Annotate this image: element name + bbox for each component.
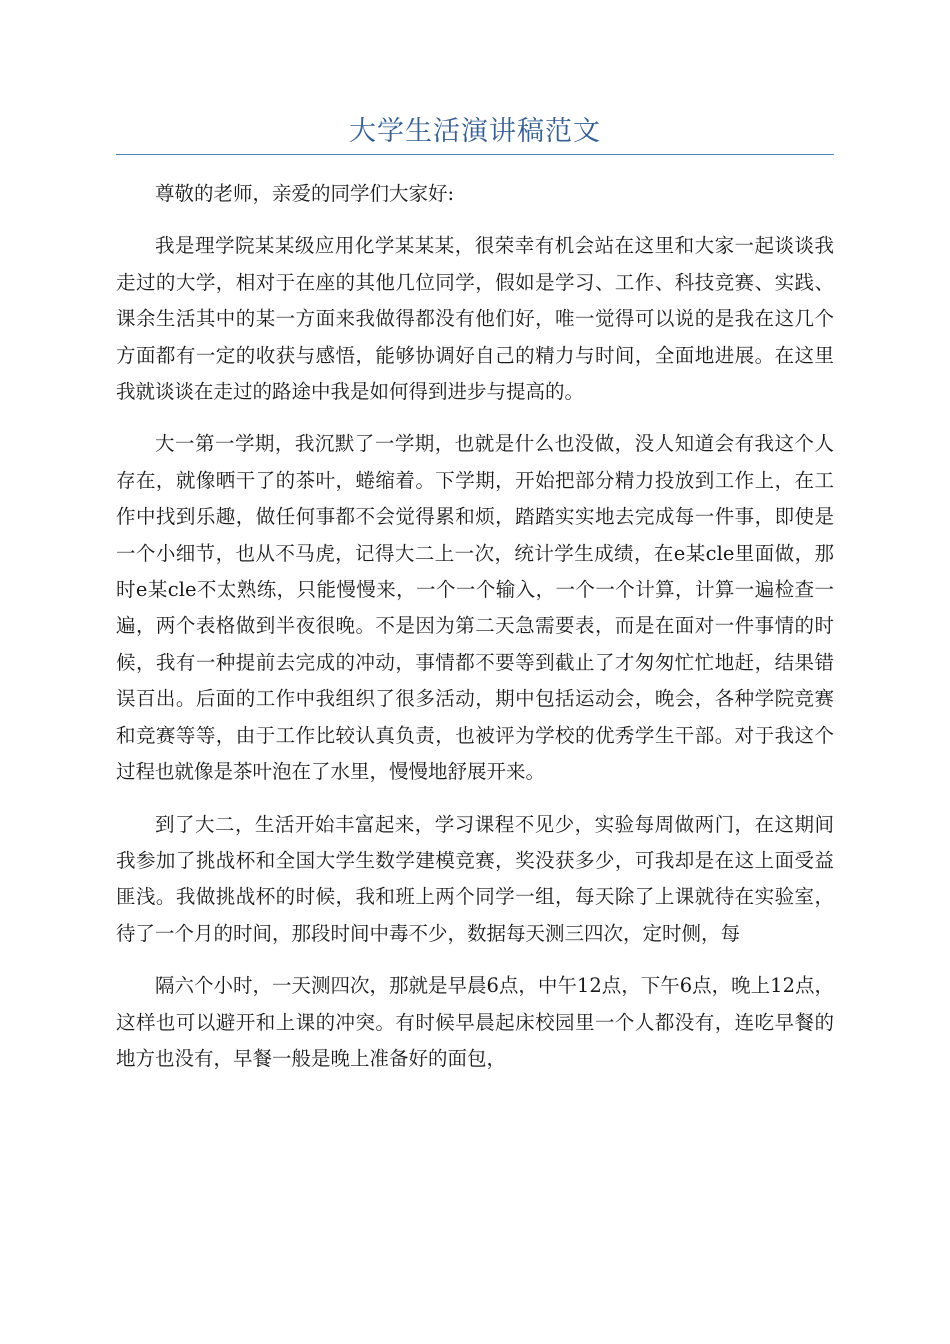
paragraph-freshman-year: 大一第一学期，我沉默了一学期，也就是什么也没做，没人知道会有我这个人存在，就像晒干了的茶叶，蜷缩着。下学期，开始把部分精力投放到工作上，在工作中找到乐趣，做任何事都不会觉得累和烦，踏踏实实地去完成每一件事，即使是一个小细节，也从不马虎，记得大二上一次，统计学生成绩，在e某cle里面做，那时e某cle不太熟练，只能慢慢来，一个一个输入，一个一个计算，计算一遍检查一遍，两个表格做到半夜很晚。不是因为第二天急需要表，而是在面对一件事情的时候，我有一种提前去完成的冲动，事情都不要等到截止了才匆匆忙忙地赶，结果错误百出。后面的工作中我组织了很多活动，期中包括运动会，晚会，各种学院竞赛和竞赛等等，由于工作比较认真负责，也被评为学校的优秀学生干部。对于我这个过程也就像是茶叶泡在了水里，慢慢地舒展开来。 bbox=[116, 432, 834, 784]
title-underline bbox=[116, 154, 834, 155]
document-title: 大学生活演讲稿范文 bbox=[349, 116, 601, 147]
document-body bbox=[116, 176, 834, 1093]
paragraph-measurement-schedule: 隔六个小时，一天测四次，那就是早晨6点，中午12点，下午6点，晚上12点，这样也可以避开和上课的冲突。有时候早晨起床校园里一个人都没有，连吃早餐的地方也没有，早餐一般是晚上准备好的面包， bbox=[116, 974, 834, 1070]
paragraph-greeting: 尊敬的老师，亲爱的同学们大家好: bbox=[155, 182, 455, 205]
paragraph-introduction: 我是理学院某某级应用化学某某某，很荣幸有机会站在这里和大家一起谈谈我走过的大学，相对于在座的其他几位同学，假如是学习、工作、科技竞赛、实践、课余生活其中的某一方面来我做得都没有他们好，唯一觉得可以说的是我在这几个方面都有一定的收获与感悟，能够协调好自己的精力与时间，全面地进展。在这里我就谈谈在走过的路途中我是如何得到进步与提高的。 bbox=[116, 234, 834, 404]
paragraph-sophomore-year: 到了大二，生活开始丰富起来，学习课程不见少，实验每周做两门，在这期间我参加了挑战杯和全国大学生数学建模竞赛，奖没获多少，可我却是在这上面受益匪浅。我做挑战杯的时候，我和班上两个同学一组，每天除了上课就待在实验室，待了一个月的时间，那段时间中毒不少，数据每天测三四次，定时侧，每 bbox=[116, 812, 834, 945]
